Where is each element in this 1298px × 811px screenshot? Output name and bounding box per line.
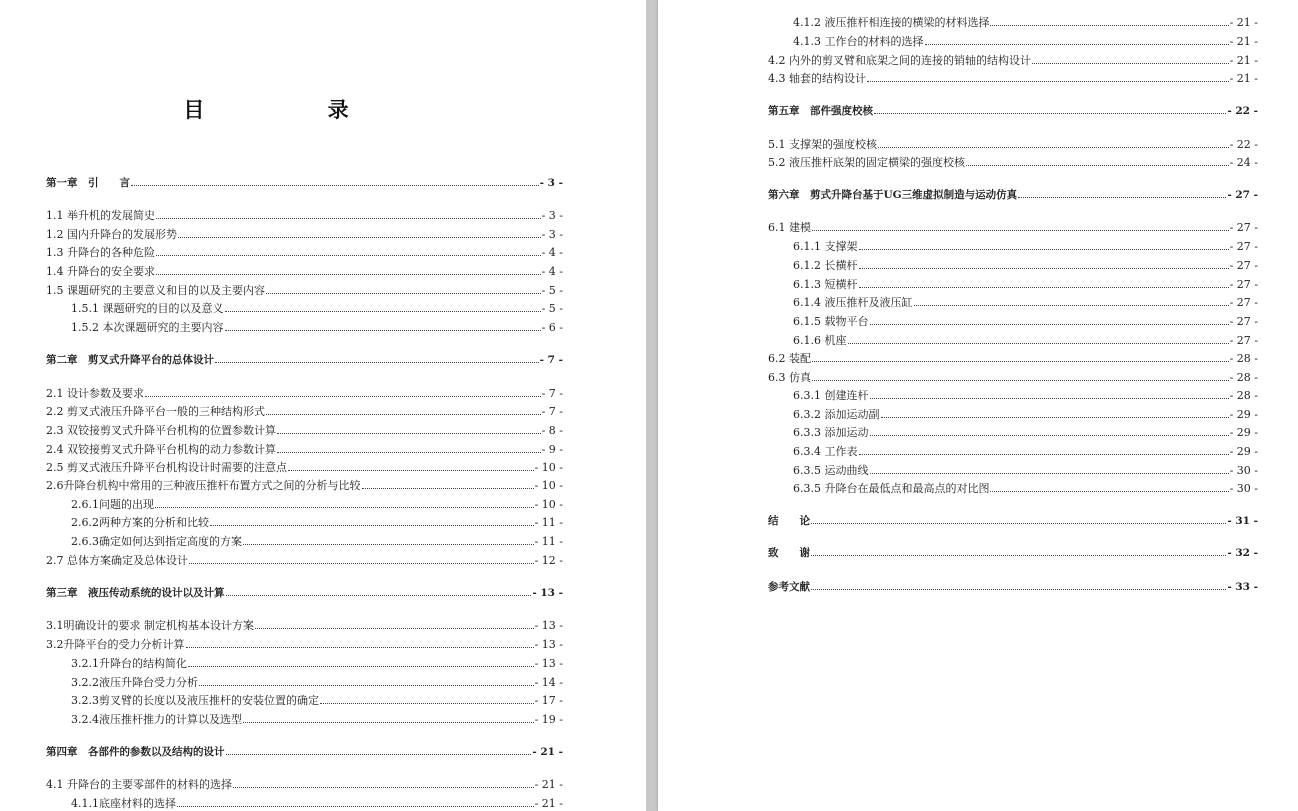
toc-entry[interactable] (793, 333, 1258, 348)
toc-dot-leader (812, 361, 1229, 362)
toc-dot-leader (320, 703, 534, 704)
toc-entry-title: 2.5 剪叉式液压升降平台机构设计时需要的注意点 (46, 461, 287, 474)
toc-dot-leader (188, 666, 534, 667)
toc-entry[interactable] (46, 423, 563, 438)
toc-dot-leader (266, 414, 541, 415)
toc-entry-title: 5.2 液压推杆底架的固定横梁的强度校核 (768, 156, 965, 169)
toc-entry[interactable] (793, 258, 1258, 273)
toc-entry[interactable] (793, 481, 1258, 496)
toc-entry-title: 3.2.4液压推杆推力的计算以及选型 (71, 713, 242, 726)
toc-entry[interactable] (793, 314, 1258, 329)
toc-page-number: - 3 - (541, 228, 563, 241)
toc-entry-title: 1.4 升降台的安全要求 (46, 265, 155, 278)
toc-page-number: - 10 - (534, 479, 563, 492)
toc-entry-title: 4.1 升降台的主要零部件的材料的选择 (46, 778, 232, 791)
toc-dot-leader (859, 454, 1229, 455)
toc-page-number: - 27 - (1229, 315, 1258, 328)
toc-dot-leader (812, 380, 1229, 381)
toc-entry-title: 2.6.2两种方案的分析和比较 (71, 516, 209, 529)
toc-entry-title: 4.1.2 液压推杆相连接的横梁的材料选择 (793, 16, 990, 29)
toc-entry-title: 2.4 双铰接剪叉式升降平台机构的动力参数计算 (46, 443, 276, 456)
toc-dot-leader (243, 544, 534, 545)
toc-page-number: - 31 - (1227, 515, 1258, 527)
toc-dot-leader (266, 293, 541, 294)
toc-entry-title: 第二章 剪叉式升降平台的总体设计 (46, 354, 214, 366)
toc-page-number: - 7 - (539, 354, 563, 366)
toc-dot-leader (925, 44, 1229, 45)
toc-entry-title: 3.2升降平台的受力分析计算 (46, 638, 185, 651)
toc-entry[interactable] (793, 295, 1258, 310)
toc-entry[interactable] (46, 618, 563, 633)
toc-page-number: - 14 - (534, 676, 563, 689)
toc-dot-leader (859, 268, 1229, 269)
toc-dot-leader (215, 362, 539, 363)
toc-page-number: - 27 - (1229, 334, 1258, 347)
toc-entry-title: 6.1.5 载物平台 (793, 315, 869, 328)
toc-page-number: - 27 - (1229, 259, 1258, 272)
toc-page-number: - 27 - (1229, 296, 1258, 309)
toc-chapter-entry[interactable] (46, 745, 563, 760)
toc-entry-title: 1.5 课题研究的主要意义和目的以及主要内容 (46, 284, 265, 297)
toc-entry-title: 6.1 建模 (768, 221, 811, 234)
toc-dot-leader (210, 525, 534, 526)
toc-entry-title: 1.5.2 本次课题研究的主要内容 (71, 321, 224, 334)
toc-entry[interactable] (46, 553, 563, 568)
toc-dot-leader (811, 589, 1226, 590)
toc-entry[interactable] (793, 388, 1258, 403)
toc-page-number: - 21 - (534, 778, 563, 791)
toc-page-number: - 27 - (1229, 221, 1258, 234)
toc-entry-title: 1.5.1 课题研究的目的以及意义 (71, 302, 224, 315)
toc-entry[interactable] (768, 53, 1258, 68)
toc-chapter-entry[interactable] (46, 353, 563, 368)
toc-dot-leader (870, 473, 1229, 474)
toc-entry-title: 第六章 剪式升降台基于UG三维虚拟制造与运动仿真 (768, 189, 1018, 201)
toc-entry-title: 6.3.2 添加运动副 (793, 408, 880, 421)
toc-entry-title: 6.3.3 添加运动 (793, 426, 869, 439)
toc-entry-title: 参考文献 (768, 581, 810, 593)
toc-page-number: - 28 - (1229, 352, 1258, 365)
toc-page-number: - 28 - (1229, 389, 1258, 402)
toc-entry[interactable] (71, 675, 563, 690)
toc-dot-leader (859, 249, 1229, 250)
toc-entry-title: 6.3.1 创建连杆 (793, 389, 869, 402)
toc-dot-leader (243, 722, 534, 723)
toc-entry-title: 致 谢 (768, 547, 810, 559)
toc-page-left (0, 0, 646, 811)
toc-dot-leader (288, 470, 534, 471)
toc-dot-leader (186, 647, 534, 648)
toc-dot-leader (225, 330, 541, 331)
toc-entry-title: 第一章 引 言 (46, 177, 130, 189)
toc-entry[interactable] (46, 283, 563, 298)
toc-entry-title: 1.3 升降台的各种危险 (46, 246, 155, 259)
toc-entry-title: 4.1.3 工作台的材料的选择 (793, 35, 924, 48)
toc-entry[interactable] (768, 370, 1258, 385)
toc-entry-title: 2.7 总体方案确定及总体设计 (46, 554, 188, 567)
toc-page-number: - 30 - (1229, 464, 1258, 477)
toc-dot-leader (867, 81, 1229, 82)
toc-entry-title: 4.2 内外的剪叉臂和底架之间的连接的销轴的结构设计 (768, 54, 1031, 67)
toc-page-number: - 8 - (541, 424, 563, 437)
toc-dot-leader (233, 787, 534, 788)
toc-entry[interactable] (46, 442, 563, 457)
toc-dot-leader (225, 311, 541, 312)
toc-page-number: - 28 - (1229, 371, 1258, 384)
toc-page-number: - 29 - (1229, 445, 1258, 458)
toc-page-number: - 19 - (534, 713, 563, 726)
toc-chapter-entry[interactable] (768, 514, 1258, 529)
toc-entry[interactable] (793, 15, 1258, 30)
toc-dot-leader (811, 523, 1226, 524)
toc-page-number: - 27 - (1229, 278, 1258, 291)
toc-entry[interactable] (46, 460, 563, 475)
toc-entry-title: 3.2.1升降台的结构简化 (71, 657, 187, 670)
toc-entry[interactable] (46, 227, 563, 242)
toc-page-number: - 30 - (1229, 482, 1258, 495)
toc-entry[interactable] (71, 693, 563, 708)
toc-dot-leader (189, 563, 534, 564)
toc-entry-title: 1.1 举升机的发展简史 (46, 209, 155, 222)
toc-dot-leader (156, 274, 541, 275)
toc-entry-title: 2.6升降台机构中常用的三种液压推杆布置方式之间的分析与比较 (46, 479, 361, 492)
toc-page-number: - 21 - (532, 746, 563, 758)
toc-entry[interactable] (46, 777, 563, 792)
toc-entry[interactable] (71, 320, 563, 335)
toc-dot-leader (155, 507, 534, 508)
toc-dot-leader (870, 398, 1229, 399)
toc-page-number: - 21 - (1229, 72, 1258, 85)
toc-dot-leader (914, 305, 1229, 306)
toc-dot-leader (131, 185, 539, 186)
toc-entry-title: 6.3 仿真 (768, 371, 811, 384)
toc-dot-leader (812, 230, 1229, 231)
toc-chapter-entry[interactable] (768, 104, 1258, 119)
toc-page-number: - 21 - (1229, 35, 1258, 48)
toc-dot-leader (145, 396, 541, 397)
toc-dot-leader (156, 255, 541, 256)
toc-entry-title: 2.2 剪叉式液压升降平台一般的三种结构形式 (46, 405, 265, 418)
toc-entry[interactable] (768, 71, 1258, 86)
page-gutter (646, 0, 658, 811)
toc-entry[interactable] (71, 515, 563, 530)
toc-page-number: - 27 - (1229, 240, 1258, 253)
toc-page-number: - 10 - (534, 461, 563, 474)
toc-dot-leader (870, 435, 1229, 436)
toc-entry[interactable] (793, 239, 1258, 254)
toc-entry-title: 结 论 (768, 515, 810, 527)
toc-dot-leader (277, 433, 541, 434)
toc-page-number: - 7 - (541, 405, 563, 418)
toc-dot-leader (156, 218, 541, 219)
toc-dot-leader (1032, 63, 1229, 64)
toc-page-number: - 13 - (534, 657, 563, 670)
toc-entry-title: 6.3.4 工作表 (793, 445, 858, 458)
toc-entry-title: 4.1.1底座材料的选择 (71, 797, 176, 810)
toc-page-number: - 5 - (541, 284, 563, 297)
toc-entry-title: 6.1.4 液压推杆及液压缸 (793, 296, 913, 309)
toc-page-number: - 22 - (1227, 105, 1258, 117)
toc-entry[interactable] (768, 220, 1258, 235)
toc-dot-leader (870, 324, 1229, 325)
toc-entry[interactable] (793, 425, 1258, 440)
toc-page-number: - 13 - (534, 638, 563, 651)
toc-entry[interactable] (46, 264, 563, 279)
toc-page-number: - 3 - (539, 177, 563, 189)
toc-dot-leader (177, 806, 534, 807)
toc-page-number: - 24 - (1229, 156, 1258, 169)
toc-page-number: - 10 - (534, 498, 563, 511)
toc-page-number: - 12 - (534, 554, 563, 567)
toc-entry-title: 3.2.2液压升降台受力分析 (71, 676, 198, 689)
toc-chapter-entry[interactable] (46, 176, 563, 191)
toc-page-number: - 21 - (1229, 16, 1258, 29)
toc-page-number: - 32 - (1227, 547, 1258, 559)
toc-page-number: - 11 - (534, 535, 563, 548)
toc-page-number: - 5 - (541, 302, 563, 315)
toc-entry-title: 第三章 液压传动系统的设计以及计算 (46, 587, 225, 599)
toc-page-number: - 29 - (1229, 408, 1258, 421)
toc-page-number: - 9 - (541, 443, 563, 456)
toc-dot-leader (874, 113, 1226, 114)
toc-chapter-entry[interactable] (768, 188, 1258, 203)
toc-dot-leader (226, 595, 532, 596)
toc-page-number: - 22 - (1229, 138, 1258, 151)
toc-entry-title: 2.6.3确定如何达到指定高度的方案 (71, 535, 242, 548)
toc-entry-title: 1.2 国内升降台的发展形势 (46, 228, 177, 241)
toc-page-number: - 3 - (541, 209, 563, 222)
toc-entry[interactable] (793, 277, 1258, 292)
toc-entry-title: 6.3.5 升降台在最低点和最高点的对比图 (793, 482, 990, 495)
toc-page-number: - 21 - (534, 797, 563, 810)
toc-dot-leader (811, 555, 1226, 556)
toc-entry[interactable] (46, 478, 563, 493)
toc-entry-title: 6.1.2 长横杆 (793, 259, 858, 272)
toc-entry[interactable] (71, 497, 563, 512)
toc-page-number: - 33 - (1227, 581, 1258, 593)
toc-entry[interactable] (46, 208, 563, 223)
toc-entry[interactable] (71, 712, 563, 727)
toc-page-number: - 11 - (534, 516, 563, 529)
toc-page-number: - 27 - (1227, 189, 1258, 201)
toc-dot-leader (1018, 197, 1226, 198)
toc-entry-title: 6.1.1 支撑架 (793, 240, 858, 253)
toc-dot-leader (990, 25, 1228, 26)
toc-entry-title: 4.3 轴套的结构设计 (768, 72, 866, 85)
toc-entry[interactable] (46, 404, 563, 419)
toc-entry[interactable] (793, 34, 1258, 49)
toc-page-number: - 13 - (534, 619, 563, 632)
toc-entry[interactable] (793, 444, 1258, 459)
toc-dot-leader (362, 488, 534, 489)
toc-entry-title: 5.1 支撑架的强度校核 (768, 138, 877, 151)
toc-entry[interactable] (46, 245, 563, 260)
toc-entry-title: 3.2.3剪叉臂的长度以及液压推杆的安装位置的确定 (71, 694, 319, 707)
toc-entry-title: 6.2 装配 (768, 352, 811, 365)
toc-entry[interactable] (768, 351, 1258, 366)
toc-entry[interactable] (71, 534, 563, 549)
toc-entry[interactable] (768, 137, 1258, 152)
toc-dot-leader (277, 452, 541, 453)
toc-page-number: - 21 - (1229, 54, 1258, 67)
toc-chapter-entry[interactable] (768, 546, 1258, 561)
toc-dot-leader (881, 417, 1229, 418)
toc-page-number: - 13 - (532, 587, 563, 599)
toc-entry-title: 2.6.1问题的出现 (71, 498, 154, 511)
toc-dot-leader (199, 685, 534, 686)
toc-dot-leader (178, 237, 541, 238)
toc-entry-title: 3.1明确设计的要求 制定机构基本设计方案 (46, 619, 254, 632)
toc-entry[interactable] (46, 386, 563, 401)
toc-entry-title: 2.3 双铰接剪叉式升降平台机构的位置参数计算 (46, 424, 276, 437)
toc-dot-leader (255, 628, 534, 629)
toc-entry[interactable] (71, 796, 563, 811)
toc-entry[interactable] (793, 407, 1258, 422)
toc-entry-title: 6.1.3 短横杆 (793, 278, 858, 291)
toc-page-number: - 6 - (541, 321, 563, 334)
toc-page-number: - 4 - (541, 265, 563, 278)
toc-dot-leader (878, 147, 1229, 148)
toc-entry[interactable] (46, 637, 563, 652)
toc-entry[interactable] (793, 463, 1258, 478)
toc-dot-leader (226, 754, 532, 755)
page-title: 目 录 (183, 97, 407, 122)
toc-entry-title: 6.1.6 机座 (793, 334, 847, 347)
toc-entry[interactable] (71, 301, 563, 316)
toc-chapter-entry[interactable] (46, 586, 563, 601)
toc-entry-title: 2.1 设计参数及要求 (46, 387, 144, 400)
toc-page-number: - 4 - (541, 246, 563, 259)
toc-dot-leader (990, 491, 1228, 492)
toc-dot-leader (859, 287, 1229, 288)
toc-entry[interactable] (768, 155, 1258, 170)
toc-dot-leader (848, 343, 1229, 344)
toc-entry[interactable] (71, 656, 563, 671)
toc-page-right (658, 0, 1298, 811)
toc-entry-title: 6.3.5 运动曲线 (793, 464, 869, 477)
toc-page-number: - 17 - (534, 694, 563, 707)
toc-page-number: - 29 - (1229, 426, 1258, 439)
toc-page-number: - 7 - (541, 387, 563, 400)
toc-chapter-entry[interactable] (768, 580, 1258, 595)
toc-entry-title: 第五章 部件强度校核 (768, 105, 873, 117)
toc-dot-leader (966, 165, 1229, 166)
toc-entry-title: 第四章 各部件的参数以及结构的设计 (46, 746, 225, 758)
